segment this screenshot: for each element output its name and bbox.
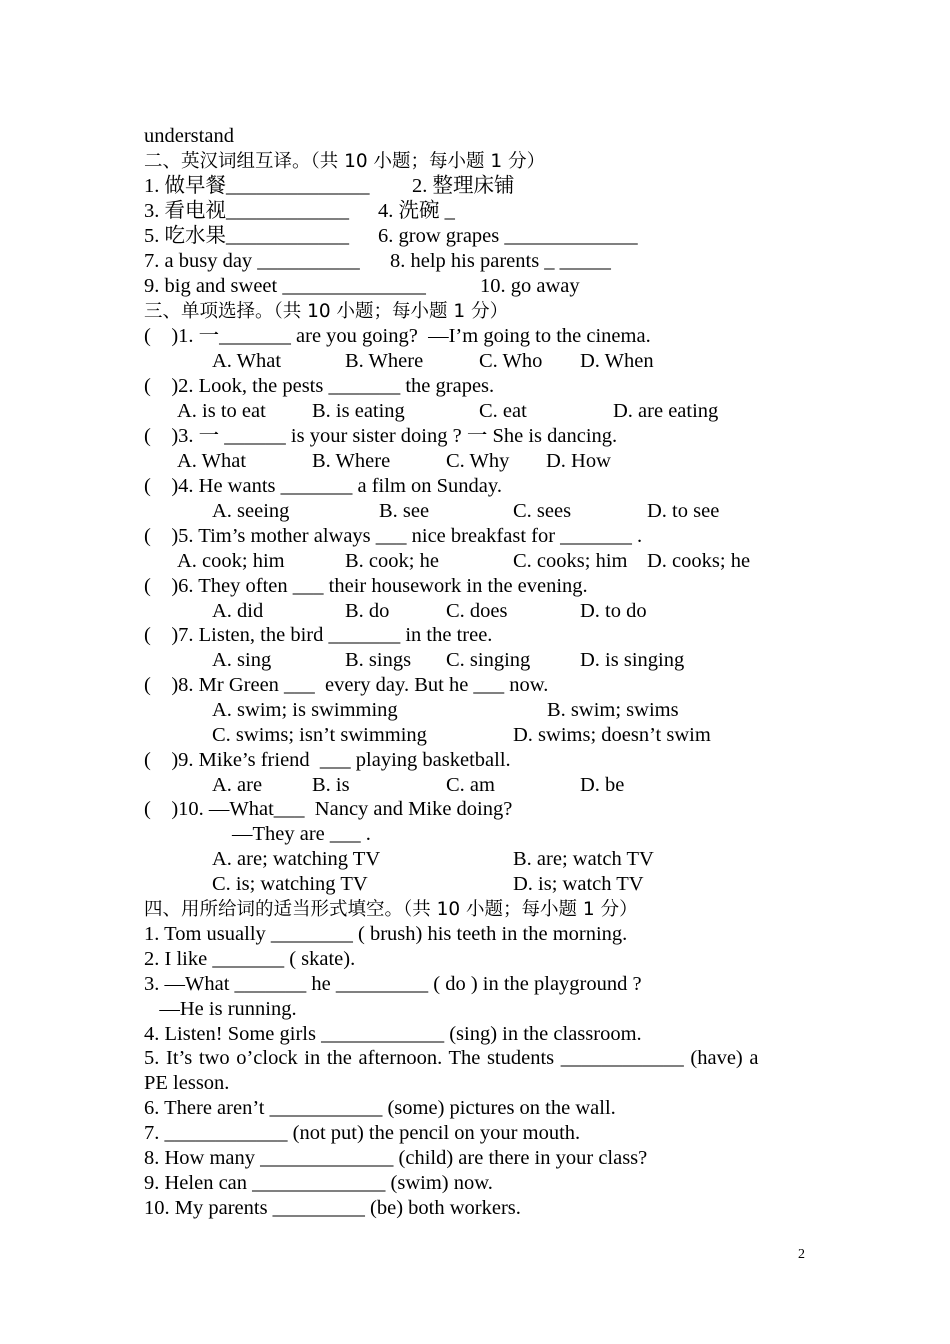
translation-item: 1. 做早餐______________ xyxy=(144,175,370,197)
question-4: ( )4. He wants _______ a film on Sunday. xyxy=(144,475,502,497)
option: C. Who xyxy=(479,350,543,372)
option: C. cooks; him xyxy=(513,550,628,572)
option: C. am xyxy=(446,774,495,796)
option: A. What xyxy=(177,450,247,472)
options-row xyxy=(144,499,720,524)
option: B. is eating xyxy=(312,400,405,422)
question-7: ( )7. Listen, the bird _______ in the tree. xyxy=(144,624,493,646)
option: D. cooks; he xyxy=(647,550,751,572)
page-number: 2 xyxy=(798,1247,805,1262)
question-1: ( )1. 一_______ are you going? —I’m going to the cinema. xyxy=(144,325,651,347)
options-row xyxy=(144,872,644,897)
translation-row xyxy=(144,274,580,299)
translation-item: 9. big and sweet ______________ xyxy=(144,275,426,297)
option: A. did xyxy=(212,600,264,622)
fill-line: 4. Listen! Some girls ____________ (sing) in the classroom. xyxy=(144,1023,642,1045)
option: A. seeing xyxy=(212,500,290,522)
fill-line: 3. —What _______ he _________ ( do ) in the playground ? xyxy=(144,973,642,995)
section3-heading: 三、单项选择。（共 10 小题；每小题 1 分） xyxy=(144,301,509,322)
options-row xyxy=(144,698,679,723)
translation-row xyxy=(144,224,638,249)
options-row xyxy=(144,399,719,424)
fill-line: 5. It’s two o’clock in the afternoon. The students ____________ (have) a xyxy=(144,1047,759,1069)
option: A. cook; him xyxy=(177,550,285,572)
option: C. does xyxy=(446,600,508,622)
option: C. singing xyxy=(446,649,531,671)
fill-line: 6. There aren’t ___________ (some) pictures on the wall. xyxy=(144,1097,616,1119)
option: C. swims; isn’t swimming xyxy=(212,724,427,746)
option: D. to see xyxy=(647,500,720,522)
options-row xyxy=(144,449,611,474)
translation-item: 3. 看电视____________ xyxy=(144,200,349,222)
question-10-line2: —They are ___ . xyxy=(232,823,371,845)
fill-line: 1. Tom usually ________ ( brush) his teeth in the morning. xyxy=(144,923,628,945)
translation-row xyxy=(144,174,515,199)
question-2: ( )2. Look, the pests _______ the grapes. xyxy=(144,375,495,397)
options-row xyxy=(144,847,654,872)
translation-item: 5. 吃水果____________ xyxy=(144,225,349,247)
question-10-followup xyxy=(144,822,371,847)
section4-heading: 四、用所给词的适当形式填空。（共 10 小题；每小题 1 分） xyxy=(144,899,638,920)
translation-item: 7. a busy day __________ xyxy=(144,250,360,272)
option: C. eat xyxy=(479,400,527,422)
question-9: ( )9. Mike’s friend ___ playing basketball. xyxy=(144,749,511,771)
fill-line: 7. ____________ (not put) the pencil on your mouth. xyxy=(144,1122,581,1144)
option: A. sing xyxy=(212,649,272,671)
question-3: ( )3. 一 ______ is your sister doing ? 一 She is dancing. xyxy=(144,425,618,447)
translation-item: 4. 洗碗 _ xyxy=(378,200,455,222)
option: B. do xyxy=(345,600,390,622)
option: D. How xyxy=(546,450,611,472)
options-row xyxy=(144,599,647,624)
option: A. What xyxy=(212,350,282,372)
option: D. When xyxy=(580,350,654,372)
translation-item: 6. grow grapes _____________ xyxy=(378,225,638,247)
option: B. Where xyxy=(345,350,424,372)
option: B. cook; he xyxy=(345,550,439,572)
option: D. be xyxy=(580,774,625,796)
option: D. to do xyxy=(580,600,647,622)
question-6: ( )6. They often ___ their housework in the evening. xyxy=(144,575,588,597)
option: C. is; watching TV xyxy=(212,873,368,895)
option: B. Where xyxy=(312,450,391,472)
option: A. are xyxy=(212,774,263,796)
option: B. sings xyxy=(345,649,412,671)
option: D. are eating xyxy=(613,400,719,422)
question-8: ( )8. Mr Green ___ every day. But he ___ now. xyxy=(144,674,549,696)
options-row xyxy=(144,549,751,574)
option: B. is xyxy=(312,774,350,796)
option: B. see xyxy=(379,500,430,522)
option: C. sees xyxy=(513,500,572,522)
options-row xyxy=(144,773,625,798)
translation-row xyxy=(144,199,455,224)
options-row xyxy=(144,648,685,673)
option: D. swims; doesn’t swim xyxy=(513,724,711,746)
fill-line: 10. My parents _________ (be) both workers. xyxy=(144,1197,521,1219)
option: B. swim; swims xyxy=(547,699,679,721)
option: A. swim; is swimming xyxy=(212,699,398,721)
translation-item: 10. go away xyxy=(480,275,580,297)
question-10: ( )10. —What___ Nancy and Mike doing? xyxy=(144,798,513,820)
fill-line: 8. How many _____________ (child) are there in your class? xyxy=(144,1147,648,1169)
fill-line: PE lesson. xyxy=(144,1072,230,1094)
option: D. is singing xyxy=(580,649,685,671)
translation-item: 2. 整理床铺 xyxy=(412,175,515,197)
top-word: understand xyxy=(144,125,234,147)
options-row xyxy=(144,723,711,748)
fill-line: —He is running. xyxy=(144,998,297,1020)
translation-item: 8. help his parents _ _____ xyxy=(390,250,611,272)
fill-line: 9. Helen can _____________ (swim) now. xyxy=(144,1172,493,1194)
option: D. is; watch TV xyxy=(513,873,644,895)
section2-heading: 二、英汉词组互译。（共 10 小题；每小题 1 分） xyxy=(144,151,546,172)
option: B. are; watch TV xyxy=(513,848,654,870)
fill-line: 2. I like _______ ( skate). xyxy=(144,948,356,970)
option: A. are; watching TV xyxy=(212,848,381,870)
question-5: ( )5. Tim’s mother always ___ nice breakfast for _______ . xyxy=(144,525,643,547)
translation-row xyxy=(144,249,611,274)
option: C. Why xyxy=(446,450,510,472)
option: A. is to eat xyxy=(177,400,266,422)
options-row xyxy=(144,349,654,374)
